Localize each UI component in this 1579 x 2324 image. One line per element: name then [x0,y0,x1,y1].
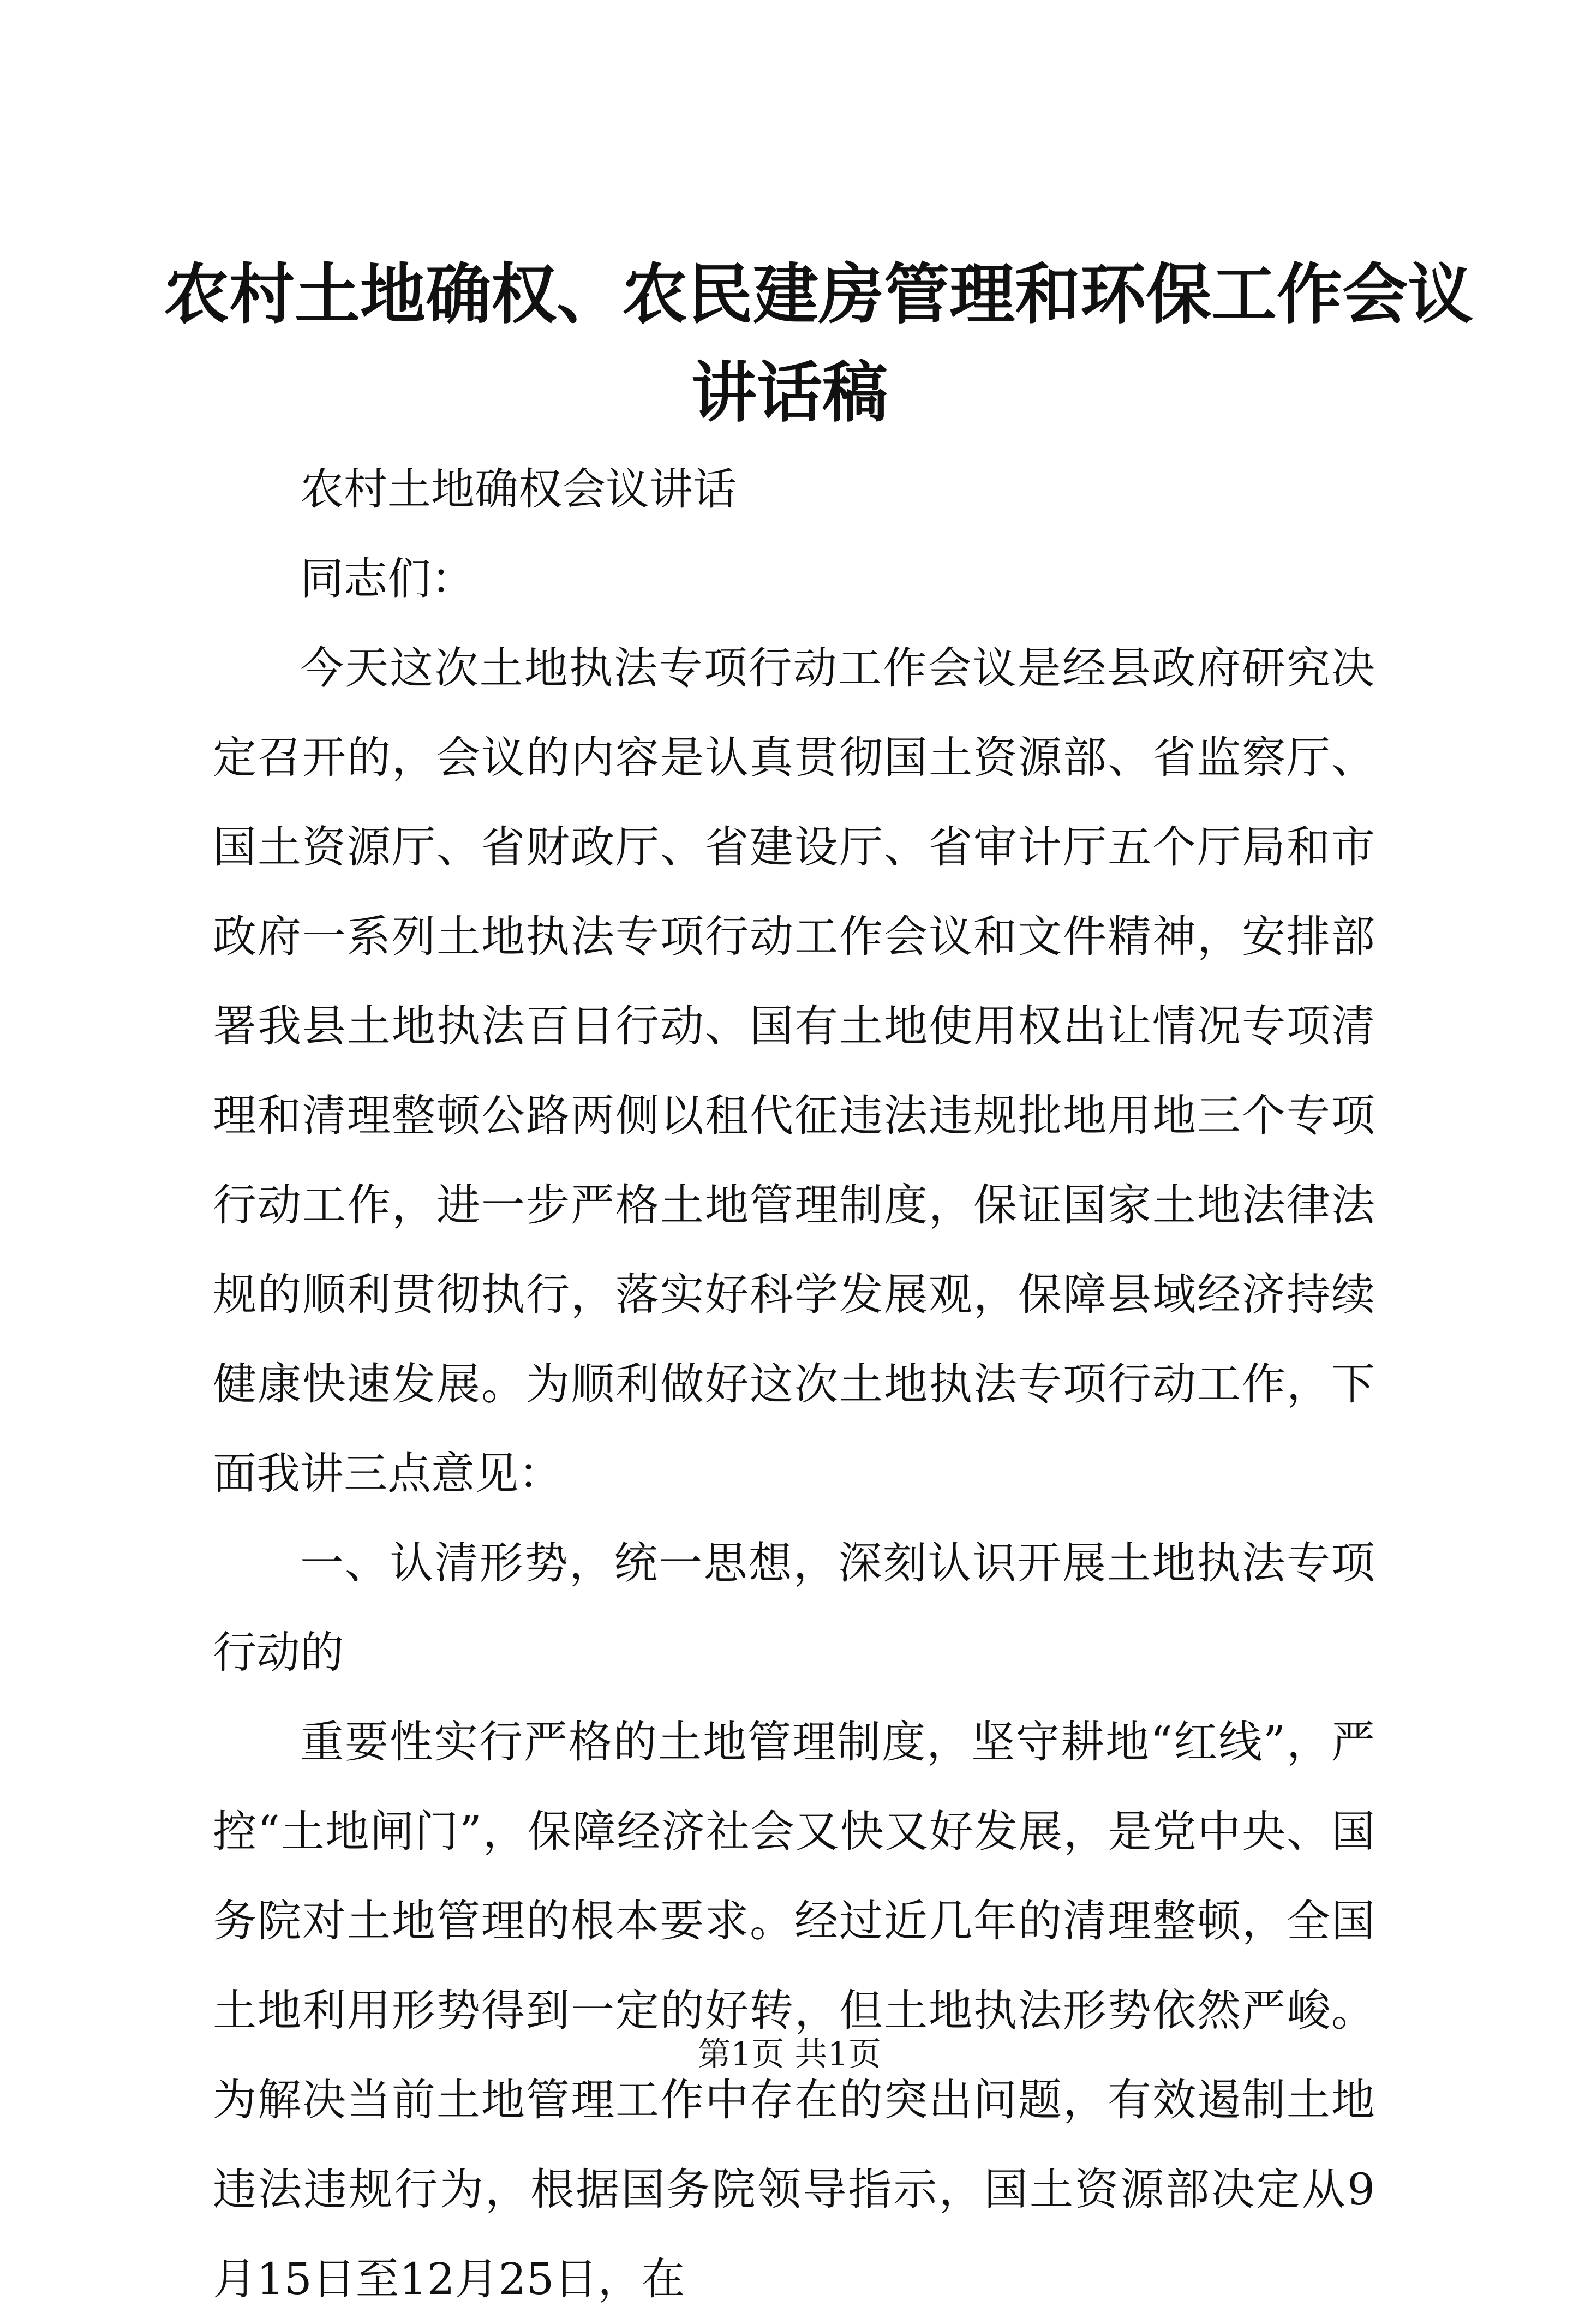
page-footer: 第1页 共1页 [698,2035,881,2074]
salutation: 同志们： [300,553,475,604]
body-paragraph: 今天这次土地执法专项行动工作会议是经县政府研究决定召开的，会议的内容是认真贯彻国土资源部、省监察厅、国土资源厅、省财政厅、省建设厅、省审计厅五个厅局和市政府一系列土地执法专项行动工作会议和文件精神，安排部署我县土地执法百日行动、国有土地使用权出让情况专项清理和清理整顿公路两侧以租代征违法违规批地用地三个专项行动工作，进一步严格土地管理制度，保证国家土地法律法规的顺利贯彻执行，落实好科学发展观，保障县域经济持续健康快速发展。为顺利做好这次土地执法专项行动工作，下面我讲三点意见： [213,643,1375,1499]
section-heading: 一、认清形势，统一思想，深刻认识开展土地执法专项行动的 [213,1538,1375,1678]
body-paragraph: 重要性实行严格的土地管理制度，坚守耕地“红线”，严控“土地闸门”，保障经济社会又快又好发展，是党中央、国务院对土地管理的根本要求。经过近几年的清理整顿，全国土地利用形势得到一定的好转，但土地执法形势依然严峻。为解决当前土地管理工作中存在的突出问题，有效遏制土地违法违规行为，根据国务院领导指示，国土资源部决定从9月15日至12月25日，在 [213,1717,1375,2304]
document-title-line-1: 农村土地确权、农民建房管理和环保工作会议 [164,256,1473,333]
speech-subtitle: 农村土地确权会议讲话 [300,464,737,515]
document-title-line-2: 讲话稿 [691,354,888,431]
